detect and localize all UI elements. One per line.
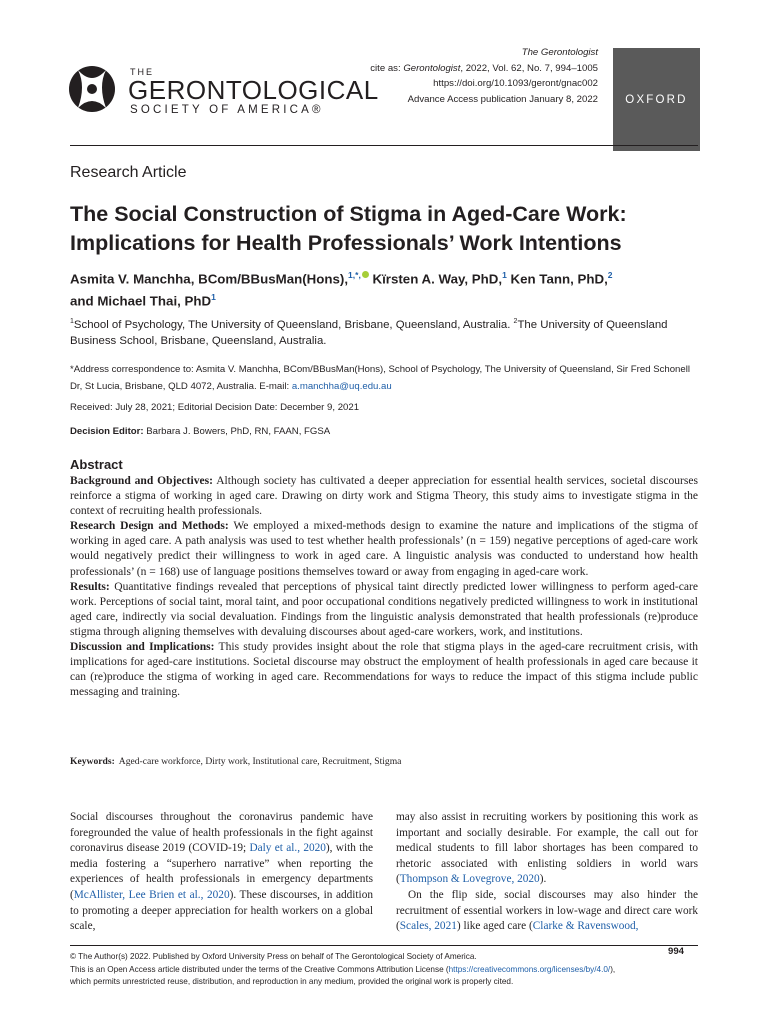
footer-divider — [70, 945, 698, 946]
decision-editor: Decision Editor: Barbara J. Bowers, PhD, RN, FAAN, FGSA — [70, 426, 331, 437]
body-column-right — [396, 810, 698, 935]
citation-block — [338, 45, 598, 107]
email-link[interactable]: a.manchha@uq.edu.au — [291, 380, 392, 392]
abstract-section: Discussion and Implications: This study provides insight about the role that stigma plays in the aged-care recruitment crisis, with implications for aged-care institutions. Societal discourse may obstruct the employment of health professionals in aged care because it can (re)produce the stigma of working in aged care. Recommendations for ways to reduce the impact of this stigma include public messaging and training. — [70, 641, 698, 699]
abstract-section: Background and Objectives: Although society has cultivated a deeper appreciation for essential health services, societal discourses reinforce a stigma of working in aged care. Drawing on dirty work and Stigma Theory, this study aims to investigate stigma in the context of recruiting health professionals. — [70, 475, 698, 518]
citation-link[interactable]: Clarke & Ravenswood, — [532, 920, 639, 933]
article-title: The Social Construction of Stigma in Aged-Care Work: Implications for Health Professionals’ Work Intentions — [70, 202, 627, 255]
paragraph: may also assist in recruiting workers by positioning this work as important and socially desirable. For example, the call out for medical students to fill labor shortages has been compared to rhetoric associated with enlisting soldiers in world wars (Thompson & Lovegrove, 2020). — [396, 811, 698, 886]
logo-gerontological-text: GERONTOLOGICAL — [128, 75, 379, 105]
abstract-section: Research Design and Methods: We employed a mixed-methods design to examine the nature and implications of the stigma of working in aged care. A path analysis was used to test whether health professionals’ (n = 159) negative perceptions of aged-care work would negatively predict their willingness to work in aged care. A linguistic analysis was conducted to understand how health professionals’ (n = 168) use of language positions themselves toward or away from engaging in aged-care work. — [70, 520, 698, 578]
copyright-line: © The Author(s) 2022. Published by Oxford University Press on behalf of The Gerontological Society of America. — [70, 952, 477, 961]
header-divider — [70, 145, 698, 146]
abstract-heading: Abstract — [70, 457, 123, 472]
logo-society-text: SOCIETY OF AMERICA® — [130, 104, 324, 116]
correspondence-note: *Address correspondence to: Asmita V. Manchha, BCom/BBusMan(Hons), School of Psychology, The University of Queensland, Sir Fred Schonell Dr, St Lucia, Brisbane, QLD 4072, Australia. E-mail: a.manchha@uq.edu.au — [70, 364, 690, 392]
cite-as-line: cite as: Gerontologist, 2022, Vol. 62, No. 7, 994–1005 — [370, 62, 598, 74]
author-affiliation-ref[interactable]: 2 — [607, 270, 613, 280]
page-number: 994 — [668, 946, 685, 957]
logo-the-text: THE — [130, 67, 154, 77]
author-name: and Michael Thai, PhD — [70, 293, 212, 309]
keywords: Keywords: Aged-care workforce, Dirty work, Institutional care, Recruitment, Stigma — [70, 756, 402, 767]
author-name: Asmita V. Manchha, BCom/BBusMan(Hons), — [70, 271, 349, 287]
author-affiliation-ref[interactable]: 1,*, — [348, 270, 361, 280]
license-footer — [70, 951, 630, 989]
article-type: Research Article — [70, 164, 187, 181]
affiliations: $^1$School of Psychology, The University of Queensland, Brisbane, Queensland, Australia. $^2$The University of Queensland Business School, Brisbane, Queensland, Australia. — [70, 318, 668, 348]
citation-link[interactable]: Scales, 2021 — [399, 920, 457, 933]
citation-link[interactable]: Daly et al., 2020 — [249, 842, 326, 855]
journal-name: The Gerontologist — [521, 47, 598, 58]
doi-link[interactable]: https://doi.org/10.1093/geront/gnac002 — [433, 78, 598, 90]
author-name: Kïrsten A. Way, PhD, — [368, 271, 503, 287]
oxford-logo-text: OXFORD — [625, 94, 688, 106]
citation-link[interactable]: Thompson & Lovegrove, 2020 — [399, 873, 540, 886]
license-link[interactable]: https://creativecommons.org/licenses/by/4.0/ — [448, 964, 611, 974]
abstract-section: Results: Quantitative findings revealed that perceptions of physical taint directly predicted lower willingness to perform aged-care work. Perceptions of social taint, moral taint, and poor occupational conditions negatively predicted willingness to work in institutional aged care, indirectly via social devaluation. Findings from the linguistic analysis demonstrated that health professionals (re)produce stigma through aligning themselves with devaluing discourses about aged-care workers, work, and institutions. — [70, 580, 698, 638]
paragraph: On the flip side, social discourses may also hinder the recruitment of essential workers in low-wage and direct care work (Scales, 2021) like aged care (Clarke & Ravenswood, — [396, 888, 698, 933]
license-line: This is an Open Access article distributed under the terms of the Creative Commons Attribution License (https://creativecommons.org/licenses/by/4.0/), which permits unrestricted reuse, distribution, and reproduction in any medium, provided the original work is properly cited. — [70, 964, 616, 986]
author-name: Ken Tann, PhD, — [506, 271, 608, 287]
received-dates: Received: July 28, 2021; Editorial Decision Date: December 9, 2021 — [70, 402, 360, 413]
advance-access-date: Advance Access publication January 8, 2022 — [407, 93, 598, 105]
body-column-left: Social discourses throughout the coronavirus pandemic have foregrounded the value of health professionals in the fight against coronavirus disease 2019 (COVID-19; Daly et al., 2020), with the media fostering a “superhero narrative” when reporting the experiences of health professionals in emergency departments (McAllister, Lee Brien et al., 2020). These discourses, in addition to promoting a deeper appreciation for health workers on a global scale, — [70, 811, 374, 933]
author-list — [70, 266, 710, 311]
author-affiliation-ref[interactable]: 1 — [211, 292, 216, 303]
author-affiliation-ref[interactable]: 1 — [502, 270, 507, 280]
oxford-logo-box — [613, 48, 700, 151]
orcid-icon[interactable] — [362, 271, 369, 278]
abstract-body — [70, 474, 698, 700]
citation-link[interactable]: McAllister, Lee Brien et al., 2020 — [73, 888, 230, 901]
